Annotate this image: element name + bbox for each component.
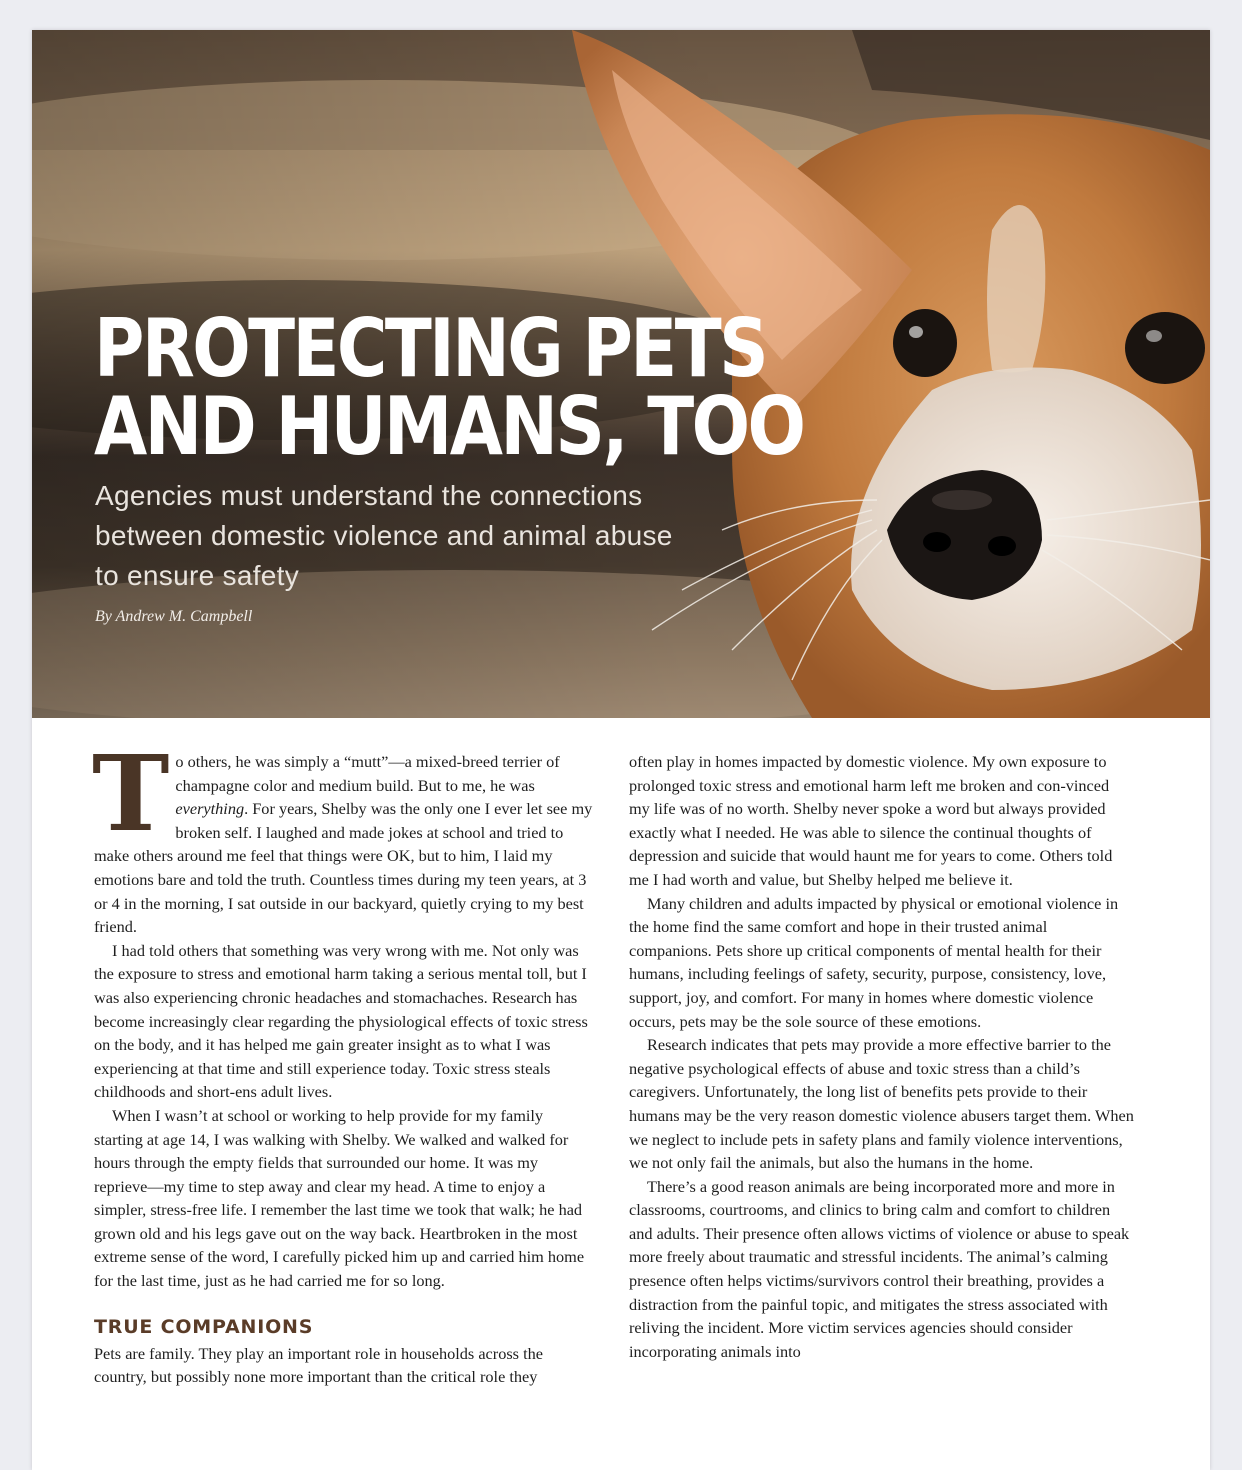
paragraph-7: Research indicates that pets may provide a more effective barrier to the negative psychological effects of abuse and toxic stress than a child’s caregivers. Unfortunately, the long list of benefits pets provide to their humans may be the very reason domestic violence abusers target them. When we neglect to include pets in safety plans and family violence interventions, we not only fail the animals, but also the humans in the home. bbox=[629, 1035, 1134, 1173]
headline-line-2: AND HUMANS, TOO bbox=[94, 380, 804, 473]
paragraph-2: I had told others that something was very wrong with me. Not only was the exposure to stress and emotional harm taking a serious mental toll, but I was also experiencing chronic headaches and stomachaches. Research has become increasingly clear regarding the physiological effects of toxic stress on the body, and it has helped me gain greater insight as to what I was experiencing at that time and still experience today. Toxic stress steals childhoods and short-ens adult lives. bbox=[94, 940, 588, 1102]
headline-line-1: PROTECTING PETS bbox=[94, 302, 767, 395]
section-heading: TRUE COMPANIONS bbox=[94, 1315, 314, 1338]
paragraph-6: Many children and adults impacted by physical or emotional violence in the home find the same comfort and hope in their trusted animal companions. Pets shore up critical components of mental health for their humans, including feelings of safety, security, purpose, consistency, love, support, joy, and comfort. For many in homes where domestic violence occurs, pets may be the sole source of these emotions. bbox=[629, 893, 1119, 1031]
headline bbox=[94, 302, 804, 473]
byline: By Andrew M. Campbell bbox=[95, 608, 253, 625]
paragraph-3: When I wasn’t at school or working to help provide for my family starting at age 14, I was walking with Shelby. We walked and walked for hours through the empty fields that surrounded our home. It was my reprieve—my time to step away and clear my head. A time to enjoy a simpler, stress-free life. I remember the last time we took that walk; he had grown old and his legs gave out on the way back. Heartbroken in the most extreme sense of the word, I carefully picked him up and carried him home for the last time, just as he had carried me for so long. bbox=[94, 1105, 585, 1291]
paragraph-4: Pets are family. They play an important role in households across the country, but possibly none more important than the critical role they bbox=[94, 1343, 543, 1387]
hero-photo bbox=[32, 30, 1210, 718]
drop-cap: T bbox=[92, 732, 170, 855]
article-column-right bbox=[629, 750, 1134, 1363]
paragraph-8: There’s a good reason animals are being incorporated more and more in classrooms, courtrooms, and clinics to bring calm and comfort to children and adults. Their presence often allows victims of violence or abuse to speak more freely about traumatic and stressful incidents. The animal’s calming presence often helps victims/survivors control their breathing, provides a distraction from the painful topic, and mitigates the stress associated with reliving the incident. More victim services agencies should consider incorporating animals into bbox=[629, 1176, 1130, 1361]
paragraph-1: To others, he was simply a “mutt”—a mixed-breed terrier of champagne color and medium build. But to me, he was everything. For years, Shelby was the only one I ever let see my broken self. I laughed and made jokes at school and tried to make others around me feel that things were OK, but to him, I laid my emotions bare and told the truth. Countless times during my teen years, at 3 or 4 in the morning, I sat outside in our backyard, quietly crying to my best friend. bbox=[92, 732, 593, 937]
article-column-left bbox=[92, 732, 594, 1389]
paragraph-5: often play in homes impacted by domestic violence. My own exposure to prolonged toxic stress and emotional harm left me broken and con-vinced my life was of no worth. Shelby never spoke a word but always provided exactly what I needed. He was able to silence the continual thoughts of depression and suicide that would haunt me for years to come. Others told me I had worth and value, but Shelby helped me believe it. bbox=[629, 752, 1113, 889]
magazine-page bbox=[32, 30, 1210, 1470]
subheadline: Agencies must understand the connections between domestic violence and animal abuse to ensure safety bbox=[95, 480, 673, 591]
